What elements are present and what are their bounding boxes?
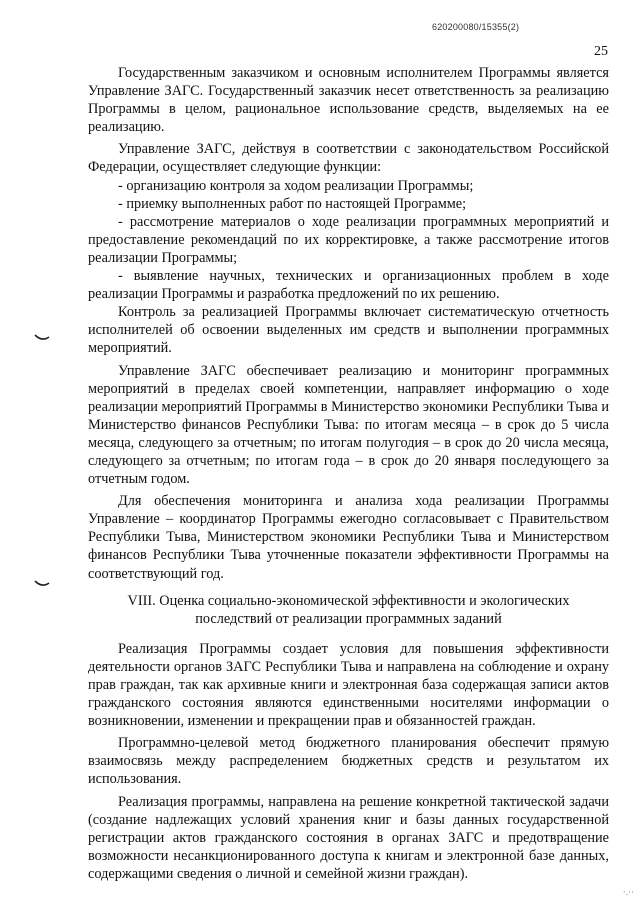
list-item: - приемку выполненных работ по настоящей Программе; (118, 195, 467, 212)
page-number: 25 (594, 44, 608, 59)
paragraph: Программно-целевой метод бюджетного планирования обеспечит прямую взаимосвязь между распределением бюджетных средств и результатом их использования. (88, 735, 609, 788)
paragraph: Государственным заказчиком и основным исполнителем Программы является Управление ЗАГС. Государственный заказчик несет ответственность за реализацию Программы в целом, рациональное использование средств, выделяемых на ее реализацию. (88, 65, 609, 136)
list-item: - рассмотрение материалов о ходе реализации программных мероприятий и предоставление рекомендаций по их корректировке, а также рассмотрение итогов реализации Программы; (88, 213, 609, 266)
list-item: - организацию контроля за ходом реализации Программы; (118, 177, 474, 194)
paragraph: Реализация Программы создает условия для повышения эффективности деятельности органов ЗАГС Республики Тыва и направлена на соблюдение и охрану прав граждан, так как архивные книги и электронная база содержащая записи актов гражданского состояния являются единственными носителями информации о возникновении, изменении и прекращении прав и обязанностей граждан. (88, 640, 609, 730)
paragraph: Для обеспечения мониторинга и анализа хода реализации Программы Управление – координатор Программы ежегодно согласовывает с Правительством Республики Тыва, Министерством экономики Республики Тыва и Министерством финансов Республики Тыва уточненные показатели эффективности Программы на соответствующий год. (88, 493, 609, 582)
paragraph: Реализация программы, направлена на решение конкретной тактической задачи (создание надлежащих условий хранения книг и базы данных государственной регистрации актов гражданского состояния в органах ЗАГС и предотвращение возможности несанкционированного доступа к книгам и электронной базе данных, содержащими сведения о личной и семейной жизни граждан). (88, 793, 609, 882)
margin-mark (34, 333, 50, 341)
section-title-line: последствий от реализации программных заданий (195, 610, 502, 627)
paragraph: Контроль за реализацией Программы включает систематическую отчетность исполнителей об освоении выделенных им средств и выполнении программных мероприятий. (88, 304, 609, 357)
section-title (88, 592, 609, 628)
paragraph: Управление ЗАГС, действуя в соответствии с законодательством Российской Федерации, осуществляет следующие функции: (88, 141, 609, 176)
scan-mark: ·.·· (622, 887, 634, 897)
section-title-line: VIII. Оценка социально-экономической эффективности и экологических (127, 592, 570, 609)
document-body (88, 64, 609, 883)
paragraph: Управление ЗАГС обеспечивает реализацию и мониторинг программных мероприятий в пределах своей компетенции, направляет информацию о ходе реализации мероприятий Программы в Министерство экономики Республики Тыва и Министерство финансов Республики Тыва: по итогам месяца – в срок до 5 числа месяца, следующего за отчетным; по итогам полугодия – в срок до 20 числа месяца, следующего за отчетным; по итогам года – в срок до 20 января последующего за отчетным годом. (88, 362, 609, 488)
list-item: - выявление научных, технических и организационных проблем в ходе реализации Программы и разработка предложений по их решению. (88, 268, 609, 303)
margin-mark (34, 579, 50, 587)
doc-id: 620200080/15355(2) (432, 22, 520, 32)
